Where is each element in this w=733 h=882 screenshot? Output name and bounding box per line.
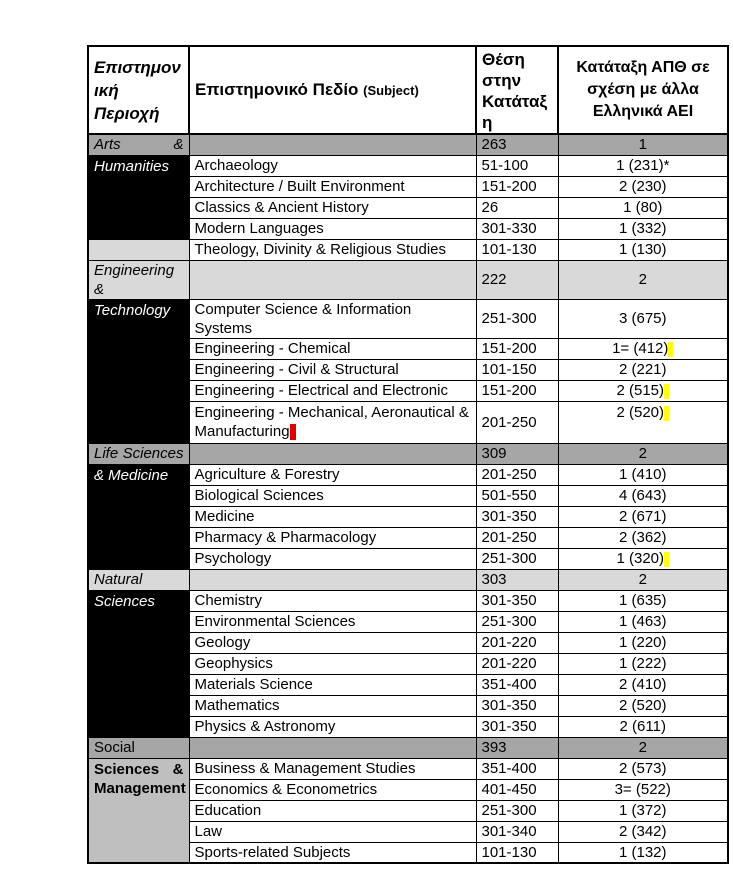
rank-cell: 2 (221) (558, 359, 728, 380)
area-word: & (173, 136, 184, 154)
area-word: Natural (94, 571, 143, 588)
subject-cell: Geophysics (189, 653, 476, 674)
area-label-cell: & Medicine (88, 464, 189, 569)
rank-cell: 1 (130) (558, 239, 728, 260)
rank-cell: 3 (675) (558, 299, 728, 338)
position-cell: 301-350 (476, 716, 558, 737)
rank-cell: 2 (558, 737, 728, 758)
subject-row (88, 758, 728, 779)
position-cell: 201-220 (476, 653, 558, 674)
position-cell: 151-200 (476, 380, 558, 401)
subject-cell: Materials Science (189, 674, 476, 695)
position-cell: 201-250 (476, 401, 558, 443)
position-cell: 51-100 (476, 155, 558, 176)
rank-cell: 2 (230) (558, 176, 728, 197)
area-word: Engineering & (94, 261, 175, 298)
header-position: Θέση στην Κατάταξη (476, 46, 558, 134)
rank-cell: 2 (558, 569, 728, 590)
area-word: Social (94, 739, 135, 756)
area-word: Management (94, 779, 186, 797)
subject-row (88, 155, 728, 176)
position-cell: 301-350 (476, 590, 558, 611)
area-label-cell (88, 758, 189, 863)
subject-cell: Modern Languages (189, 218, 476, 239)
rank-cell: 1 (463) (558, 611, 728, 632)
subject-row (88, 590, 728, 611)
position-cell: 351-400 (476, 674, 558, 695)
subject-cell: Archaeology (189, 155, 476, 176)
rank-cell (558, 401, 728, 443)
section-row-social (88, 737, 728, 758)
rank-cell: 1 (80) (558, 197, 728, 218)
position-cell: 251-300 (476, 299, 558, 338)
area-cell (88, 134, 189, 155)
rank-cell: 2 (558, 443, 728, 464)
section-row-arts (88, 134, 728, 155)
subject-row (88, 299, 728, 338)
rank-cell: 2 (520) (558, 695, 728, 716)
position-cell: 26 (476, 197, 558, 218)
position-cell: 222 (476, 260, 558, 299)
rank-cell: 2 (671) (558, 506, 728, 527)
header-subject-sub: (Subject) (363, 83, 419, 98)
rank-cell: 1 (231)* (558, 155, 728, 176)
position-cell: 301-330 (476, 218, 558, 239)
area-cell (88, 569, 189, 590)
header-subject (189, 46, 476, 134)
subject-cell (189, 401, 476, 443)
rank-cell: 2 (342) (558, 821, 728, 842)
rank-cell: 2 (410) (558, 674, 728, 695)
rank-value: 2 (515) (616, 382, 665, 399)
area-word: Arts (94, 136, 121, 154)
position-cell: 201-220 (476, 632, 558, 653)
rank-cell: 2 (558, 260, 728, 299)
position-cell: 151-200 (476, 338, 558, 359)
rank-cell: 2 (573) (558, 758, 728, 779)
subject-cell: Biological Sciences (189, 485, 476, 506)
section-row-natural (88, 569, 728, 590)
position-cell: 251-300 (476, 800, 558, 821)
subject-row (88, 239, 728, 260)
subject-cell: Economics & Econometrics (189, 779, 476, 800)
area-cell (88, 443, 189, 464)
area-label-cell: Technology (88, 299, 189, 443)
rankings-table (87, 45, 729, 864)
subject-cell: Business & Management Studies (189, 758, 476, 779)
subject-cell: Architecture / Built Environment (189, 176, 476, 197)
area-label-cell: Sciences (88, 590, 189, 737)
rank-cell: 1 (410) (558, 464, 728, 485)
subject-cell: Sports-related Subjects (189, 842, 476, 863)
subject-cell: Chemistry (189, 590, 476, 611)
position-cell: 401-450 (476, 779, 558, 800)
position-cell: 501-550 (476, 485, 558, 506)
rank-cell: 1 (222) (558, 653, 728, 674)
rank-cell: 2 (611) (558, 716, 728, 737)
empty-cell (189, 134, 476, 155)
header-rank: Κατάταξη ΑΠΘ σε σχέση με άλλα Ελληνικά ΑΕΙ (558, 46, 728, 134)
section-row-life-sciences (88, 443, 728, 464)
subject-cell: Pharmacy & Pharmacology (189, 527, 476, 548)
position-cell: 201-250 (476, 527, 558, 548)
empty-area-cell (88, 239, 189, 260)
rank-cell: 1 (635) (558, 590, 728, 611)
subject-cell: Psychology (189, 548, 476, 569)
subject-text: Engineering - Mechanical, Aeronautical & Manufacturing (194, 404, 469, 440)
rank-cell: 1 (132) (558, 842, 728, 863)
section-row-engineering (88, 260, 728, 299)
empty-cell (189, 443, 476, 464)
subject-cell: Environmental Sciences (189, 611, 476, 632)
subject-cell: Engineering - Electrical and Electronic (189, 380, 476, 401)
yellow-highlight-mark (668, 342, 673, 357)
position-cell: 263 (476, 134, 558, 155)
subject-cell: Classics & Ancient History (189, 197, 476, 218)
area-label-cell: Humanities (88, 155, 189, 239)
rank-cell: 1 (558, 134, 728, 155)
yellow-highlight-mark (664, 406, 669, 421)
header-subject-main: Επιστημονικό Πεδίο (195, 80, 359, 99)
rank-cell: 3= (522) (558, 779, 728, 800)
table-header-row (88, 46, 728, 134)
position-cell: 201-250 (476, 464, 558, 485)
position-cell: 393 (476, 737, 558, 758)
red-cursor-mark (290, 424, 296, 440)
position-cell: 101-150 (476, 359, 558, 380)
position-cell: 101-130 (476, 239, 558, 260)
subject-cell: Education (189, 800, 476, 821)
subject-row (88, 464, 728, 485)
position-cell: 303 (476, 569, 558, 590)
position-cell: 301-340 (476, 821, 558, 842)
position-cell: 301-350 (476, 695, 558, 716)
rank-cell (558, 548, 728, 569)
rank-cell: 1 (372) (558, 800, 728, 821)
position-cell: 351-400 (476, 758, 558, 779)
position-cell: 301-350 (476, 506, 558, 527)
subject-cell: Agriculture & Forestry (189, 464, 476, 485)
area-cell (88, 737, 189, 758)
subject-cell: Geology (189, 632, 476, 653)
rank-cell (558, 380, 728, 401)
rank-cell: 2 (362) (558, 527, 728, 548)
area-word: & (172, 760, 184, 778)
yellow-highlight-mark (664, 552, 669, 567)
subject-cell: Engineering - Civil & Structural (189, 359, 476, 380)
subject-cell: Mathematics (189, 695, 476, 716)
position-cell: 151-200 (476, 176, 558, 197)
rank-cell: 1 (332) (558, 218, 728, 239)
rank-cell: 1 (220) (558, 632, 728, 653)
area-cell (88, 260, 189, 299)
subject-cell: Computer Science & Information Systems (189, 299, 476, 338)
header-area: Επιστημονική Περιοχή (88, 46, 189, 134)
rank-value: 2 (520) (616, 403, 665, 421)
subject-cell: Medicine (189, 506, 476, 527)
subject-cell: Engineering - Chemical (189, 338, 476, 359)
subject-cell: Law (189, 821, 476, 842)
rank-value: 1 (320) (616, 550, 665, 567)
subject-cell: Theology, Divinity & Religious Studies (189, 239, 476, 260)
subject-cell: Physics & Astronomy (189, 716, 476, 737)
area-word: Sciences (122, 445, 184, 462)
empty-cell (189, 260, 476, 299)
rank-cell (558, 338, 728, 359)
position-cell: 251-300 (476, 548, 558, 569)
area-word: Sciences (94, 760, 160, 778)
area-word: Life (94, 445, 119, 462)
rank-value: 1= (412) (612, 340, 669, 357)
yellow-highlight-mark (664, 384, 669, 399)
position-cell: 251-300 (476, 611, 558, 632)
empty-cell (189, 737, 476, 758)
empty-cell (189, 569, 476, 590)
rank-cell: 4 (643) (558, 485, 728, 506)
position-cell: 309 (476, 443, 558, 464)
position-cell: 101-130 (476, 842, 558, 863)
